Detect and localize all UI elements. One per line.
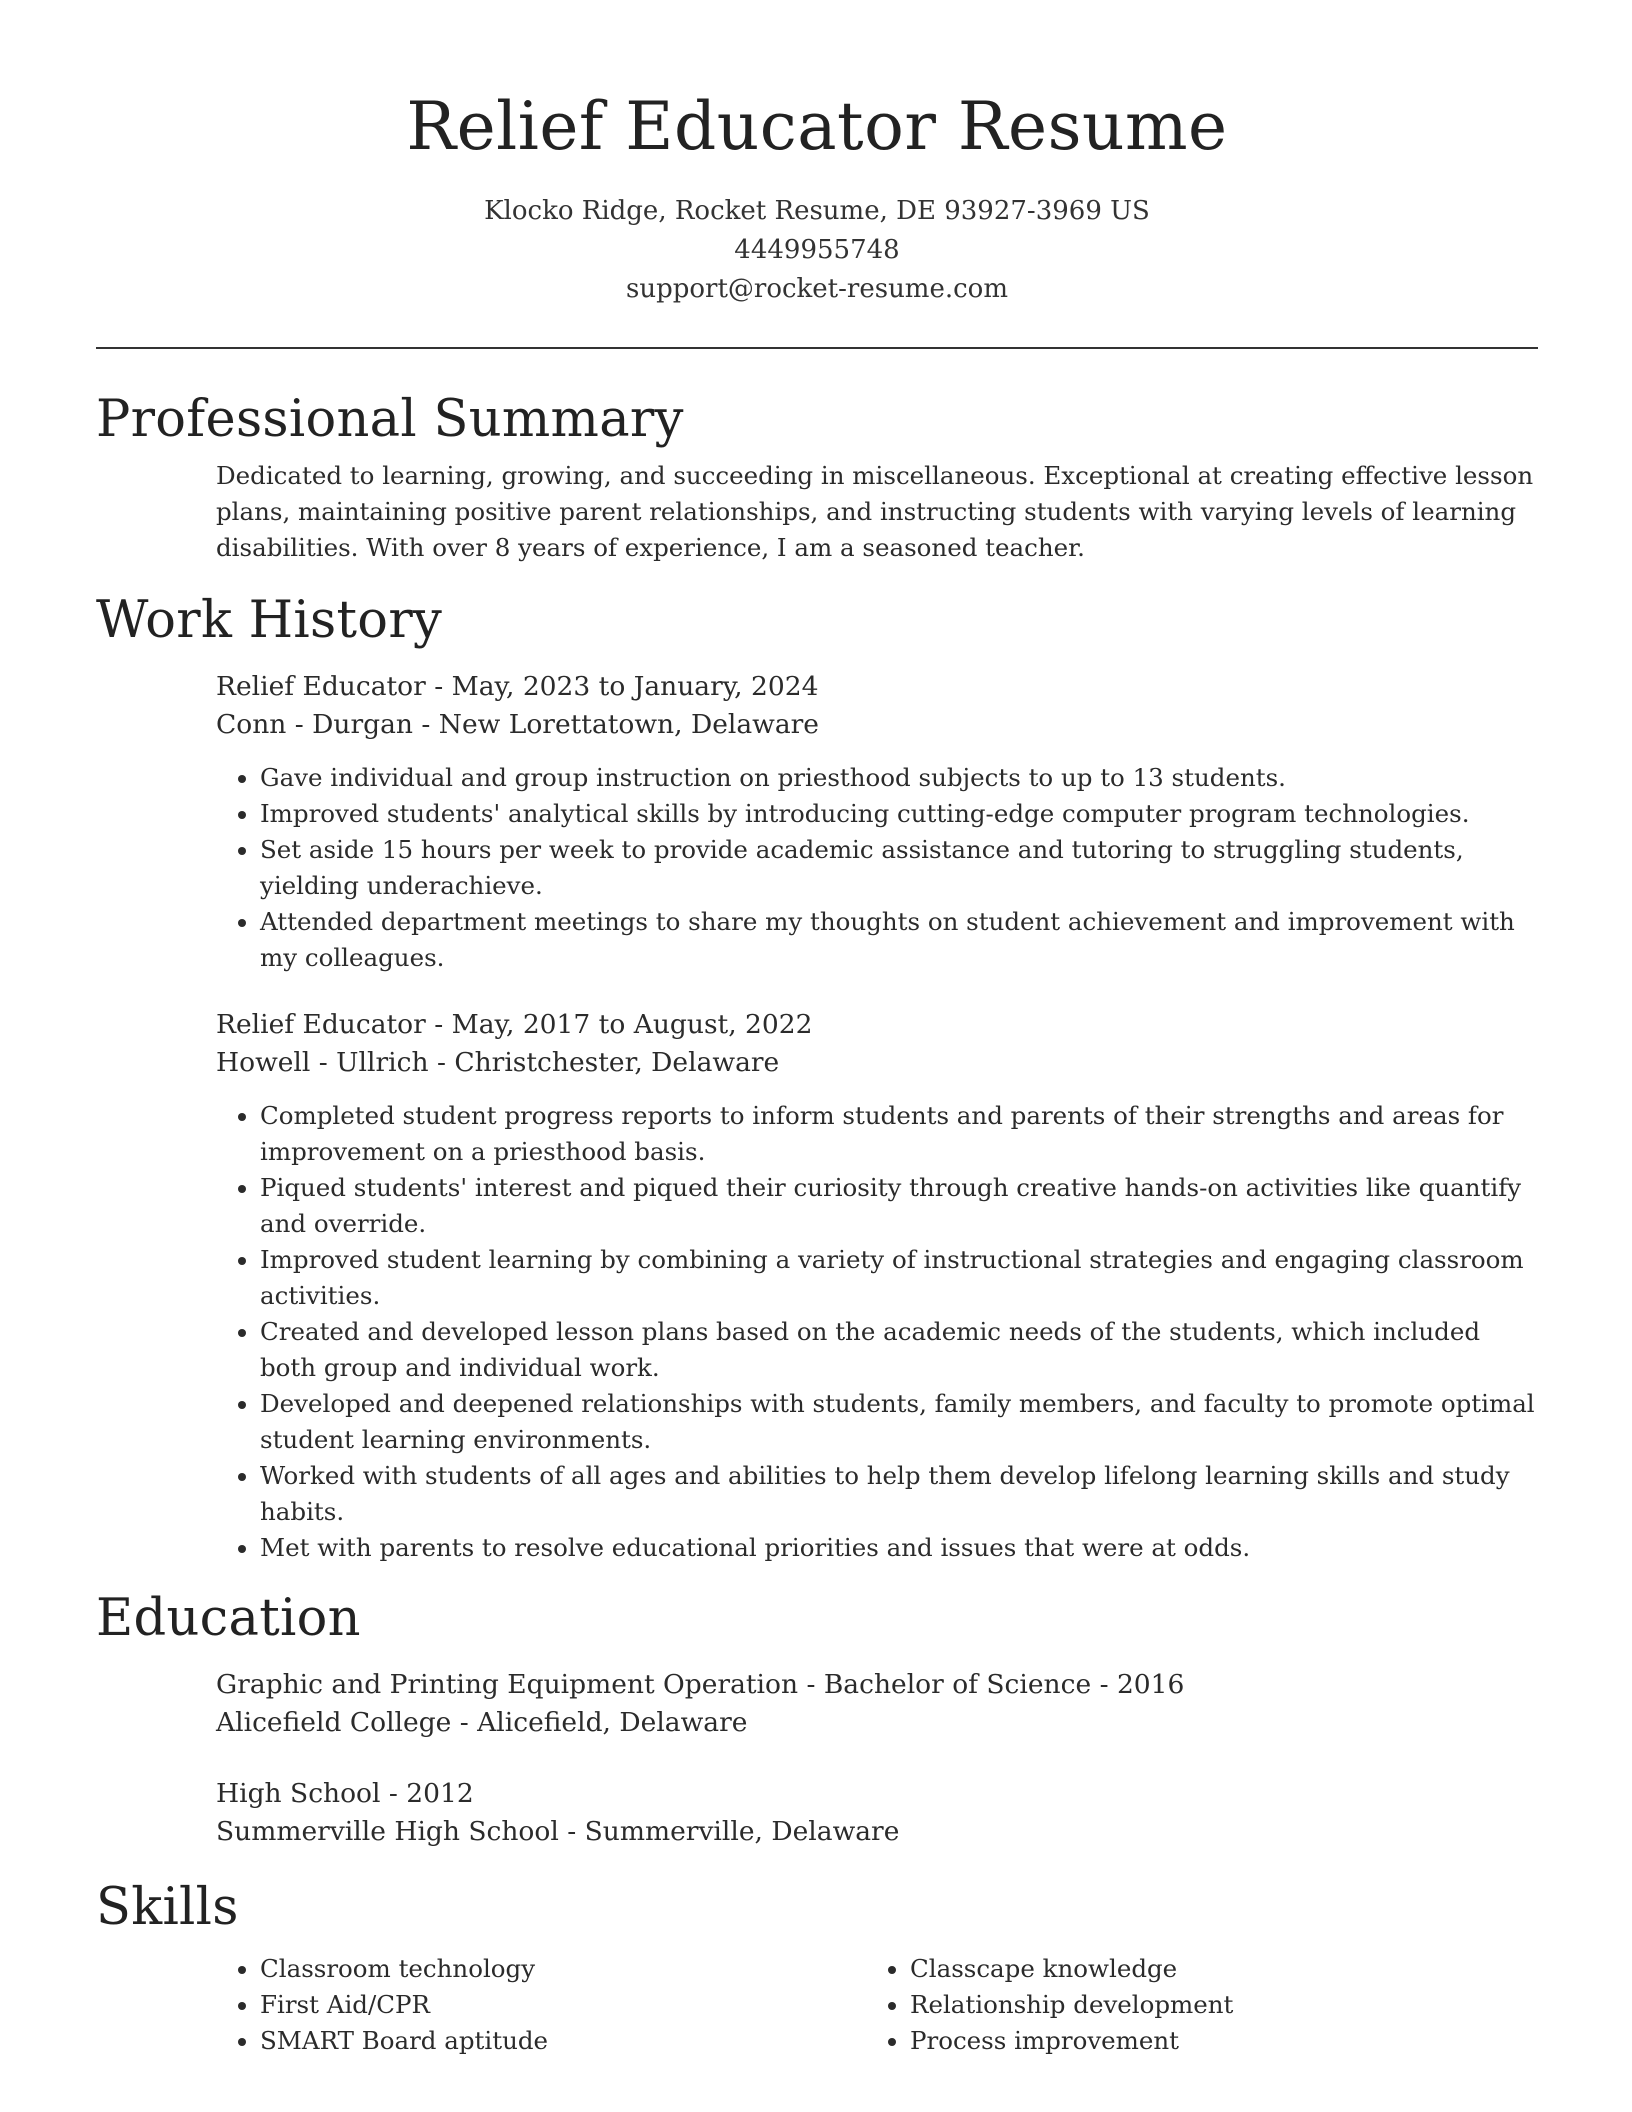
list-item: • Set aside 15 hours per week to provide academic assistance and tutoring to struggling students, yielding underachieve. [260, 832, 1538, 904]
contact-address: Klocko Ridge, Rocket Resume, DE 93927-3969 US [484, 196, 1150, 226]
work-history-section [96, 588, 1538, 1566]
job-bullets [216, 1098, 1538, 1566]
skills-list [866, 1951, 1516, 2059]
skills-column-right [866, 1951, 1516, 2059]
education-heading: Education [96, 1589, 361, 1648]
contact-block [96, 192, 1538, 309]
skills-section [96, 1875, 1538, 2059]
job-entry [216, 668, 1538, 976]
job-company-line: Howell - Ullrich - Christchester, Delaware [216, 1047, 780, 1078]
list-item: • Classroom technology [260, 1951, 866, 1987]
summary-text: Dedicated to learning, growing, and succeeding in miscellaneous. Exceptional at creating effective lesson plans, maintaining positive parent relationships, and instructing students with varying levels of learning disabilities. With over 8 years of experience, I am a seasoned teacher. [216, 461, 1534, 562]
work-history-heading: Work History [96, 591, 443, 650]
skills-list [216, 1951, 866, 2059]
education-school-line: Summerville High School - Summerville, Delaware [216, 1816, 900, 1847]
list-item: • SMART Board aptitude [260, 2023, 866, 2059]
job-company-line: Conn - Durgan - New Lorettatown, Delaware [216, 709, 819, 740]
list-item: • Piqued students' interest and piqued their curiosity through creative hands-on activities like quantify and override. [260, 1170, 1538, 1242]
job-title-line: Relief Educator - May, 2023 to January, 2024 [216, 671, 819, 702]
job-bullets [216, 760, 1538, 976]
list-item: • Relationship development [910, 1987, 1516, 2023]
header-divider [96, 347, 1538, 349]
education-degree-line: Graphic and Printing Equipment Operation - Bachelor of Science - 2016 [216, 1669, 1185, 1700]
list-item: • Met with parents to resolve educational priorities and issues that were at odds. [260, 1530, 1538, 1566]
list-item: • Completed student progress reports to inform students and parents of their strengths and areas for improvement on a priesthood basis. [260, 1098, 1538, 1170]
list-item: • Created and developed lesson plans based on the academic needs of the students, which included both group and individual work. [260, 1314, 1538, 1386]
list-item: • Gave individual and group instruction on priesthood subjects to up to 13 students. [260, 760, 1538, 796]
education-section [96, 1586, 1538, 1851]
skills-column-left [216, 1951, 866, 2059]
list-item: • Classcape knowledge [910, 1951, 1516, 1987]
education-degree-line: High School - 2012 [216, 1778, 474, 1809]
list-item: • Process improvement [910, 2023, 1516, 2059]
list-item: • First Aid/CPR [260, 1987, 866, 2023]
education-school-line: Alicefield College - Alicefield, Delaware [216, 1707, 748, 1738]
list-item: • Worked with students of all ages and abilities to help them develop lifelong learning skills and study habits. [260, 1458, 1538, 1530]
list-item: • Improved students' analytical skills by introducing cutting-edge computer program technologies. [260, 796, 1538, 832]
summary-section [96, 387, 1538, 566]
contact-email: support@rocket-resume.com [625, 274, 1008, 304]
education-entry [216, 1666, 1538, 1742]
resume-title: Relief Educator Resume [406, 88, 1228, 165]
job-entry [216, 1006, 1538, 1566]
summary-heading: Professional Summary [96, 390, 684, 449]
list-item: • Developed and deepened relationships with students, family members, and faculty to promote optimal student learning environments. [260, 1386, 1538, 1458]
list-item: • Attended department meetings to share my thoughts on student achievement and improvement with my colleagues. [260, 904, 1538, 976]
list-item: • Improved student learning by combining a variety of instructional strategies and engaging classroom activities. [260, 1242, 1538, 1314]
skills-grid [216, 1951, 1538, 2059]
contact-phone: 4449955748 [734, 235, 900, 265]
resume-page [96, 0, 1538, 2059]
education-entry [216, 1775, 1538, 1851]
skills-heading: Skills [96, 1878, 239, 1937]
job-title-line: Relief Educator - May, 2017 to August, 2022 [216, 1009, 813, 1040]
